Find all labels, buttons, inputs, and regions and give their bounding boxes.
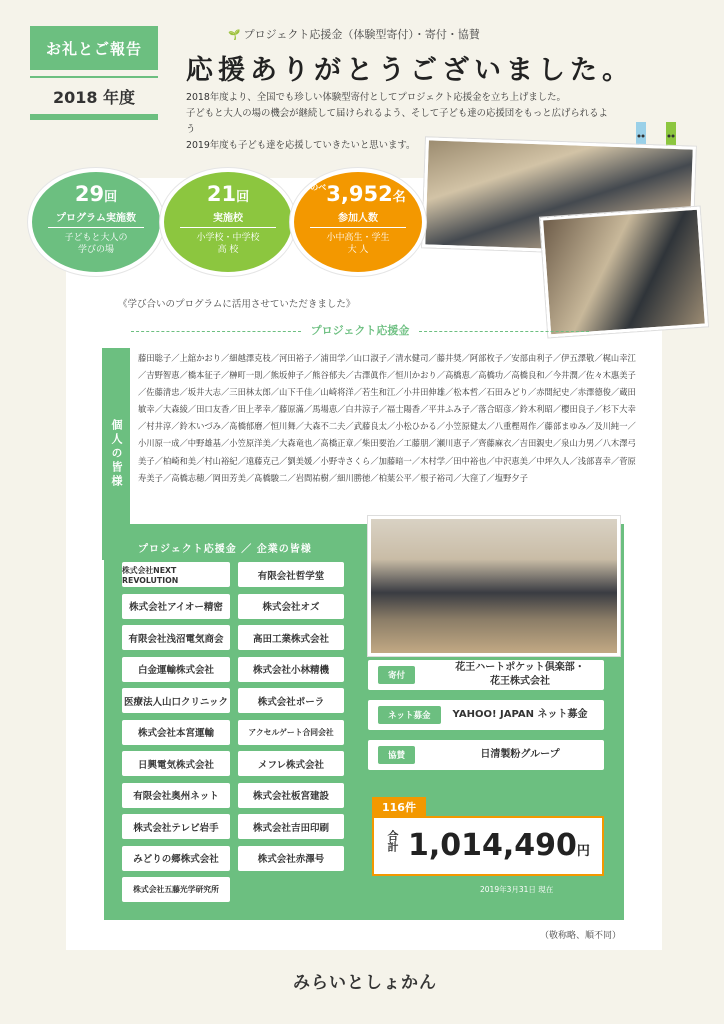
brand-logo: みらいとしょかん bbox=[293, 973, 437, 993]
support-net-donation bbox=[368, 700, 604, 730]
project-fund-heading: プロジェクト応援金 bbox=[100, 322, 620, 338]
support-tag: 協賛 bbox=[378, 746, 415, 764]
stat-programs: 29回 プログラム実施数 子どもと大人の 学びの場 bbox=[28, 168, 164, 276]
corporate-name: 白金運輸株式会社 bbox=[122, 657, 230, 682]
workshop-photo-2 bbox=[540, 207, 708, 338]
stat-schools: 21回 実施校 小学校・中学校 高 校 bbox=[160, 168, 296, 276]
donation-count: 116件 bbox=[372, 797, 426, 817]
corporate-name: 株式会社オズ bbox=[238, 594, 344, 619]
corporate-name: 株式会社小林精機 bbox=[238, 657, 344, 682]
as-of-date: 2019年3月31日 現在 bbox=[480, 885, 554, 894]
support-text: 花王ハートポケット倶楽部・ 花王株式会社 bbox=[455, 662, 585, 687]
total-amount: 1,014,490円 bbox=[408, 828, 590, 863]
corporate-name: 有限会社哲学堂 bbox=[238, 562, 344, 587]
page-subtitle: 🌱 プロジェクト応援金（体験型寄付）・寄付・協賛 bbox=[228, 28, 480, 41]
support-sponsorship bbox=[368, 740, 604, 770]
corporate-name: 株式会社ポーラ bbox=[238, 688, 344, 713]
group-photo bbox=[368, 516, 620, 656]
support-tag: ネット募金 bbox=[378, 706, 441, 724]
corporate-name: 株式会社アイオー精密 bbox=[122, 594, 230, 619]
corporate-name: 有限会社奥州ネット bbox=[122, 783, 230, 808]
individual-names-list: 藤田聡子／上舘かおり／細越澤克枝／河田裕子／浦田学／山口淑子／清水健司／藤井奨／阿部枚子／安部由利子／伊五澤敬／梶山幸江／吉野智恵／橋本征子／榊町一則／熊坂伸子／熊谷郁夫／古澤眞作／恒川かおり／高橋恵／高橋功／高橋良和／今井潤／佐々木惠美子／佐藤清忠／坂井大志／三田林太郎／山下千佳／山崎将洋／若生和江／小井田伸雄／松本哲／石田みどり／赤間紀史／赤澤德俊／蔵田敏幸／大森綾／田口友香／田上孝幸／藤原滿／馬場恵／白井涼子／福士陽香／平井ふみ子／落合昭彦／鈴木利昭／櫻田良子／杉下大幸／村井淳／鈴木いづみ／髙橋郁磨／恒川舞／大森不二夫／武藤良太／小松ひかる／小笠原健太／八重樫周作／藤部まゆみ／及川純一／小川原一成／中野雄基／小笠原洋美／大森竜也／髙橋正章／柴田要治／工藤朋／瀬川恵子／齊藤麻衣／吉田親史／泉山力男／八木澤弓美子／柏崎和美／村山裕紀／遠藤克己／劉美媛／小野寺さくら／加藤暗一／木村学／田中裕也／中沢恵美／中坪久人／浅部喜幸／菅原寿美子／高橋志穂／岡田芳美／髙橋駿二／岩間祐樹／細川勝徳／柏葉公平／根子裕司／大窪了／塩野夕子 bbox=[138, 353, 636, 483]
corporate-name: 高田工業株式会社 bbox=[238, 625, 344, 650]
nisshin-seifun-logo: 日清製粉グループ bbox=[480, 749, 560, 760]
report-badge: お礼とご報告 bbox=[30, 26, 158, 70]
total-box bbox=[372, 816, 604, 876]
usage-note: 《学び合いのプログラムに活用させていただきました》 bbox=[118, 299, 356, 310]
corporate-name: 株式会社テレビ岩手 bbox=[122, 814, 230, 839]
corporate-name: 株式会社吉田印刷 bbox=[238, 814, 344, 839]
support-text: YAHOO! JAPAN ネット募金 bbox=[452, 709, 588, 720]
corporate-name: 株式会社板宮建設 bbox=[238, 783, 344, 808]
corporate-name: 株式会社赤澤号 bbox=[238, 846, 344, 871]
total-label: 合計 bbox=[386, 830, 399, 852]
sprout-icon: 🌱 bbox=[228, 30, 244, 41]
corporate-heading: プロジェクト応援金 ／ 企業の皆様 bbox=[138, 544, 312, 555]
corporate-name: 株式会社本宮運輸 bbox=[122, 720, 230, 745]
corporate-name: メフレ株式会社 bbox=[238, 751, 344, 776]
corporate-name: 医療法人山口クリニック bbox=[122, 688, 230, 713]
corporate-name: アクセルゲート合同会社 bbox=[238, 720, 344, 745]
corporate-name: 日興電気株式会社 bbox=[122, 751, 230, 776]
intro-text: 2018年度より、全国でも珍しい体験型寄付としてプロジェクト応援金を立ち上げました。 子どもと大人の場の機会が継続して届けられるよう、そして子ども達の応援団をもっと広げられるよう 2019年度も子ども達を応援していきたいと思います。 bbox=[186, 92, 608, 151]
corporate-name: みどりの郷株式会社 bbox=[122, 846, 230, 871]
stat-participants: $^{のべ}$3,952名 参加人数 小中高生・学生 大 人 bbox=[290, 168, 426, 276]
corporate-name: 株式会社五藤光学研究所 bbox=[122, 877, 230, 902]
corporate-name: 有限会社浅沼電気商会 bbox=[122, 625, 230, 650]
individuals-label: 個人の皆様 bbox=[102, 348, 130, 560]
footnote: （敬称略、順不同） bbox=[540, 931, 622, 941]
corporate-name: 株式会社NEXT REVOLUTION bbox=[122, 562, 230, 587]
fiscal-year: 2018 年度 bbox=[30, 76, 158, 120]
support-tag: 寄付 bbox=[378, 666, 415, 684]
support-donation bbox=[368, 660, 604, 690]
page-title: 応援ありがとうございました。 bbox=[186, 55, 634, 86]
